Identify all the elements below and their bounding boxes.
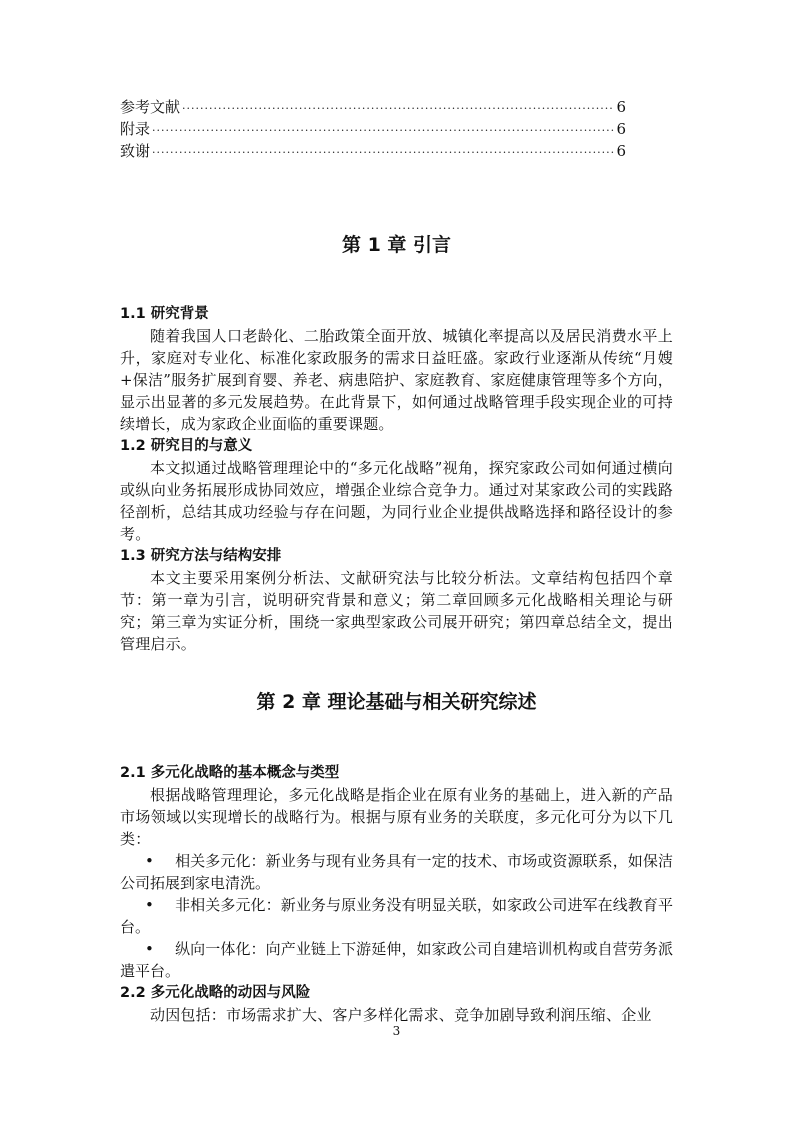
- section-heading: 1.3 研究方法与结构安排: [120, 548, 282, 564]
- bullet-text: 非相关多元化：新业务与原业务没有明显关联，如家政公司进军在线教育平台。: [120, 896, 673, 936]
- section-paragraph: 本文拟通过战略管理理论中的“多元化战略”视角，探究家政公司如何通过横向或纵向业务拓展形成协同效应，增强企业综合竞争力。通过对某家政公司的实践路径剖析，总结其成功经验与存在问题，为同行业企业提供战略选择和路径设计的参考。: [120, 459, 673, 543]
- chapter-1-body: [120, 303, 673, 655]
- section-heading: 2.1 多元化战略的基本概念与类型: [120, 765, 340, 781]
- chapter-1-title: 第 1 章 引言: [341, 234, 452, 256]
- bullet-item: [120, 850, 673, 894]
- toc-entry-label: 参考文献: [120, 98, 181, 116]
- section-paragraph: 随着我国人口老龄化、二胎政策全面开放、城镇化率提高以及居民消费水平上升，家庭对专业化、标准化家政服务的需求日益旺盛。家政行业逐渐从传统“月嫂+保洁”服务扩展到育婴、养老、病患陪护、家庭教育、家庭健康管理等多个方向，显示出显著的多元发展趋势。在此背景下，如何通过战略管理手段实现企业的可持续增长，成为家政企业面临的重要课题。: [120, 327, 673, 433]
- section-paragraph: 动因包括：市场需求扩大、客户多样化需求、竞争加剧导致利润压缩、企业: [150, 1006, 652, 1024]
- bullet-symbol: •: [145, 852, 154, 870]
- section-paragraph: 根据战略管理理论，多元化战略是指企业在原有业务的基础上，进入新的产品市场领域以实现增长的战略行为。根据与原有业务的关联度，多元化可分为以下几类：: [120, 786, 673, 848]
- section-heading: 2.2 多元化战略的动因与风险: [120, 985, 311, 1001]
- toc-entry-page: 6: [616, 120, 626, 138]
- table-of-contents: [120, 96, 626, 162]
- page-number: 3: [392, 1024, 401, 1038]
- toc-leader-dots: [152, 142, 614, 164]
- section-heading: 1.2 研究目的与意义: [120, 438, 253, 454]
- toc-entry-page: 6: [616, 98, 626, 116]
- toc-leader-dots: [152, 120, 614, 142]
- chapter-2-title: 第 2 章 理论基础与相关研究综述: [256, 691, 537, 713]
- bullet-symbol: •: [145, 940, 154, 958]
- toc-entry[interactable]: [120, 96, 626, 118]
- bullet-text: 纵向一体化：向产业链上下游延伸，如家政公司自建培训机构或自营劳务派遣平台。: [120, 940, 673, 980]
- toc-entry-page: 6: [616, 142, 626, 160]
- toc-leader-dots: [182, 98, 614, 120]
- toc-entry[interactable]: [120, 140, 626, 162]
- toc-entry-label: 致谢: [120, 142, 151, 160]
- bullet-symbol: •: [145, 896, 154, 914]
- chapter-2-body: [120, 762, 673, 1026]
- section-paragraph: 本文主要采用案例分析法、文献研究法与比较分析法。文章结构包括四个章节：第一章为引言，说明研究背景和意义；第二章回顾多元化战略相关理论与研究；第三章为实证分析，围绕一家典型家政公司展开研究；第四章总结全文，提出管理启示。: [120, 569, 673, 653]
- bullet-item: [120, 894, 673, 938]
- section-heading: 1.1 研究背景: [120, 306, 209, 322]
- bullet-item: [120, 938, 673, 982]
- toc-entry-label: 附录: [120, 120, 151, 138]
- bullet-text: 相关多元化：新业务与现有业务具有一定的技术、市场或资源联系，如保洁公司拓展到家电清洗。: [120, 852, 673, 892]
- toc-entry[interactable]: [120, 118, 626, 140]
